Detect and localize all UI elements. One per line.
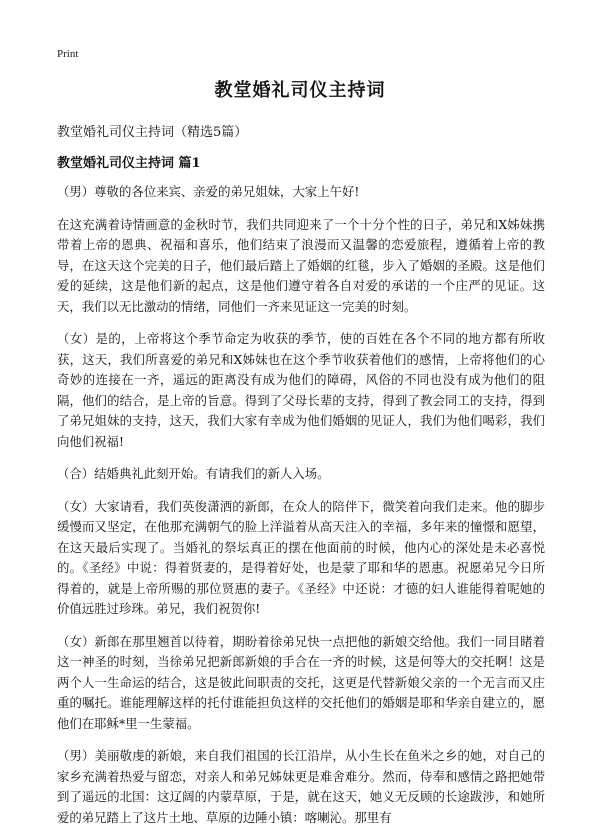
paragraph-ceremony-start: （合）结婚典礼此刻开始。有请我们的新人入场。: [57, 466, 330, 481]
print-link[interactable]: Print: [57, 48, 79, 60]
section-heading: 教堂婚礼司仪主持词 篇1: [57, 156, 201, 171]
paragraph-opening: 在这充满着诗情画意的金秋时节，我们共同迎来了一个十分个性的日子，弟兄和X姊妹携带着上帝的恩典、祝福和喜乐，他们结束了浪漫而又温馨的恋爱旅程，遵循着上帝的教导，在这天这个完美的日子，他们最后踏上了婚姻的红毯，步入了婚姻的圣殿。这是他们爱的延续，这是他们新的起点，这是他们遵守着各自对爱的承诺的一个庄严的见证。这天，我们以无比激动的情绪，同他们一齐来见证这一完美的时刻。: [57, 216, 545, 314]
document-body: [57, 182, 545, 828]
paragraph-bride-intro: （男）美丽敬虔的新娘，来自我们祖国的长江沿岸，从小生长在鱼米之乡的她，对自己的家乡充满着热爱与留恋，对亲人和弟兄姊妹更是难舍难分。然而，侍奉和感情之路把她带到了遥远的北国：这辽阔的内蒙草原，于是，就在这天，她义无反顾的长途跋涉，和她所爱的弟兄踏上了这片土地、草原的边陲小镇：喀喇沁。那里有: [57, 748, 545, 825]
paragraph-handover: （女）新郎在那里翘首以待着，期盼着徐弟兄快一点把他的新娘交给他。我们一同目睹着这一神圣的时刻，当徐弟兄把新郎新娘的手合在一齐的时候，这是何等大的交托啊！这是两个人一生命运的结合，这是彼此间职责的交托，这更是代替新娘父亲的一个无言而又庄重的嘱托。谁能理解这样的托付谁能担负这样的交托他们的婚姻是耶和华亲自建立的，愿他们在耶稣*里一生蒙福。: [57, 633, 545, 731]
paragraph-female-1: （女）是的，上帝将这个季节命定为收获的季节，使的百姓在各个不同的地方都有所收获，这天，我们所喜爱的弟兄和X姊妹也在这个季节收获着他们的感情，上帝将他们的心奇妙的连接在一齐，遥远的距离没有成为他们的障碍，风俗的不同也没有成为他们的阻隔，他们的结合，是上帝的旨意。得到了父母长辈的支持，得到了教会同工的支持，得到了弟兄姐妹的支持，这天，我们大家有幸成为他们婚姻的见证人，我们为他们喝彩，我们向他们祝福!: [57, 331, 545, 449]
paragraph-groom-entrance: （女）大家请看，我们英俊潇洒的新郎，在众人的陪伴下，微笑着向我们走来。他的脚步缓慢而又坚定，在他那充满朝气的脸上洋溢着从高天注入的幸福，多年来的憧憬和愿望，在这天最后实现了。当婚礼的祭坛真正的摆在他面前的时候，他内心的深处是未必喜悦的。《圣经》中说：得着贤妻的，是得着好处，也是蒙了耶和华的恩惠。祝愿弟兄今日所得着的，就是上帝所赐的那位贤惠的妻子。《圣经》中还说：才德的妇人谁能得着呢她的价值远胜过珍珠。弟兄，我们祝贺你!: [57, 498, 545, 616]
document-title: 教堂婚礼司仪主持词: [214, 80, 386, 101]
document-subtitle: 教堂婚礼司仪主持词（精选5篇）: [57, 125, 248, 140]
paragraph-greeting: （男）尊敬的各位来宾、亲爱的弟兄姐妹，大家上午好!: [57, 184, 360, 199]
